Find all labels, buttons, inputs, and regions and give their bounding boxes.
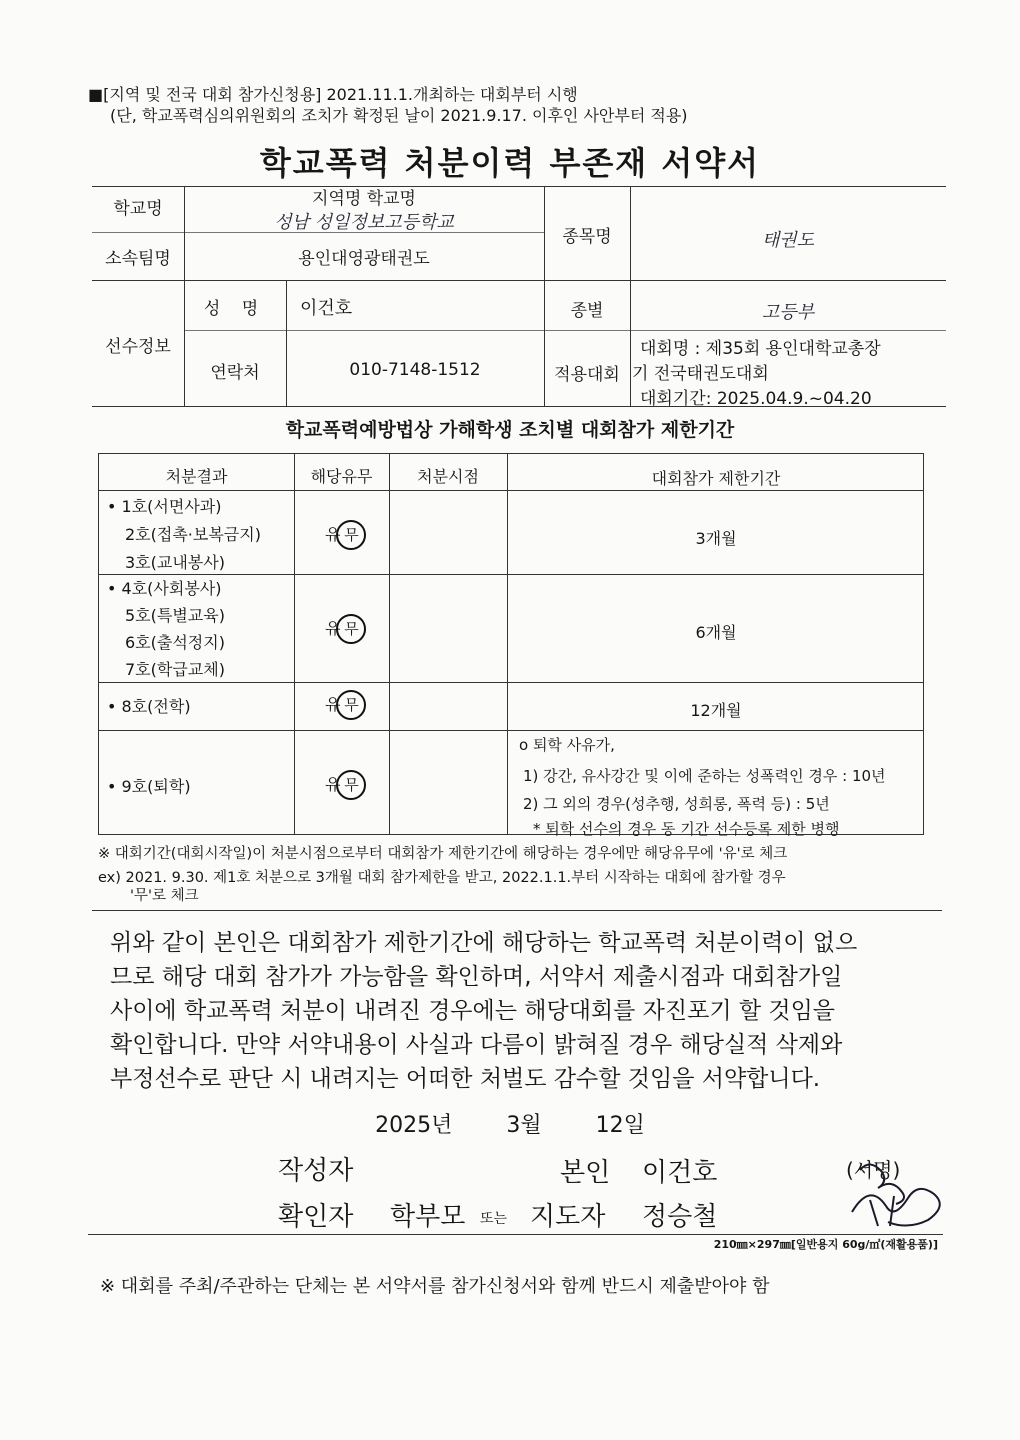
row3-mark: 유 무 [325,690,366,720]
tournament-period: 대회기간: 2025.04.9.~04.20 [640,389,872,409]
player-info-label: 선수정보 [105,337,171,357]
note-line-2: ex) 2021. 9.30. 제1호 처분으로 3개월 대회 참가제한을 받고, 2022.1.1.부터 시작하는 대회에 참가할 경우 [98,870,786,886]
school-value: 성남 성일정보고등학교 [274,212,454,233]
event-label: 종목명 [562,227,612,247]
confirmer-label: 확인자 [278,1202,354,1232]
school-sub-label: 지역명 학교명 [312,189,416,209]
parent-label: 학부모 [390,1202,466,1232]
row4-period-line3: 2) 그 외의 경우(성추행, 성희롱, 폭력 등) : 5년 [523,795,830,813]
or-label: 또는 [480,1211,508,1227]
pledge-line-4: 확인합니다. 만약 서약내용이 사실과 다름이 밝혀질 경우 해당실적 삭제와 [110,1032,843,1058]
header-period: 대회참가 제한기간 [651,469,781,488]
contact-value: 010-7148-1512 [349,360,481,380]
note-line-3: '무'로 체크 [130,888,199,904]
sign-mark: (서명) [846,1158,901,1182]
pledge-text [110,926,940,1096]
date-day: 12일 [595,1113,645,1138]
name-label: 성 명 [203,299,267,319]
contact-label: 연락처 [210,363,260,383]
row4-period-line2: 1) 강간, 유사강간 및 이에 준하는 성폭력인 경우 : 10년 [523,767,886,785]
tournament-label: 적용대회 [554,365,620,385]
notice-line-1: ■[지역 및 전국 대회 참가신청용] 2021.11.1.개최하는 대회부터 시행 [88,85,578,104]
row1-item3: 3호(교내봉사) [125,553,225,572]
class-label: 종별 [570,301,604,321]
row1-item2: 2호(접촉·보복금지) [125,525,261,544]
header-applicable: 해당유무 [310,467,373,486]
handwritten-signature-icon [840,1150,960,1240]
row2-item2: 5호(특별교육) [125,606,225,625]
school-label: 학교명 [113,199,163,219]
notice [88,84,688,126]
row1-item1: • 1호(서면사과) [107,497,222,516]
pledge-line-3: 사이에 학교폭력 처분이 내려진 경우에는 해당대회를 자진포기 할 것임을 [110,998,836,1024]
row4-item1: • 9호(퇴학) [107,777,191,796]
row4-period-line1: o 퇴학 사유가, [519,736,615,754]
date-month: 3월 [506,1113,542,1138]
row4-selected-no: 무 [336,770,366,800]
row2-period: 6개월 [695,623,737,642]
class-value: 고등부 [761,302,815,323]
row2-selected-no: 무 [336,614,366,644]
team-label: 소속팀명 [105,249,171,269]
row4-period-line4: * 퇴학 선수의 경우 동 기간 선수등록 제한 병행 [533,820,840,838]
row4-mark: 유 무 [325,770,366,800]
paper-spec: 210㎜×297㎜[일반용지 60g/㎡(재활용품)] [713,1238,938,1251]
self-label: 본인 [560,1158,611,1188]
note-line-1: ※ 대회기간(대회시작일)이 처분시점으로부터 대회참가 제한기간에 해당하는 경우에만 해당유무에 '유'로 체크 [98,846,788,862]
row1-selected-no: 무 [336,520,366,550]
restriction-table [98,453,924,838]
row1-mark: 유 무 [325,520,366,550]
row2-item3: 6호(출석정지) [125,633,225,652]
self-name: 이건호 [642,1158,718,1188]
tournament-name-line1: 대회명 : 제35회 용인대학교총장 [640,339,881,359]
row1-period: 3개월 [695,529,737,548]
document-title: 학교폭력 처분이력 부존재 서약서 [259,144,761,182]
row2-item1: • 4호(사회봉사) [107,579,222,598]
row3-selected-no: 무 [336,690,366,720]
coach-label: 지도자 [530,1202,606,1232]
pledge-line-5: 부정선수로 판단 시 내려지는 어떠한 처벌도 감수할 것임을 서약합니다. [110,1066,821,1092]
team-value: 용인대영광태권도 [298,249,430,269]
footer-note: ※ 대회를 주최/주관하는 단체는 본 서약서를 참가신청서와 함께 반드시 제출받아야 함 [100,1276,770,1297]
restriction-title: 학교폭력예방법상 가해학생 조치별 대회참가 제한기간 [285,419,735,441]
date-year: 2025년 [375,1113,453,1138]
tournament-name-line2: 기 전국태권도대회 [632,364,769,384]
row2-item4: 7호(학급교체) [125,660,225,679]
pledge-line-1: 위와 같이 본인은 대회참가 제한기간에 해당하는 학교폭력 처분이력이 없으 [110,930,858,956]
pledge-line-2: 므로 해당 대회 참가가 가능함을 확인하며, 서약서 제출시점과 대회참가일 [110,964,843,990]
writer-label: 작성자 [278,1156,354,1186]
header-date: 처분시점 [417,467,479,486]
row3-period: 12개월 [690,701,742,720]
sign-date [0,1108,1020,1139]
name-value: 이건호 [300,298,353,319]
row3-item1: • 8호(전학) [107,697,191,716]
notice-line-2: (단, 학교폭력심의위원회의 조치가 확정된 날이 2021.9.17. 이후인 사안부터 적용) [110,106,688,125]
row2-mark: 유 무 [325,614,366,644]
header-result: 처분결과 [165,467,228,486]
coach-name: 정승철 [642,1202,718,1232]
event-value: 태권도 [761,230,815,251]
